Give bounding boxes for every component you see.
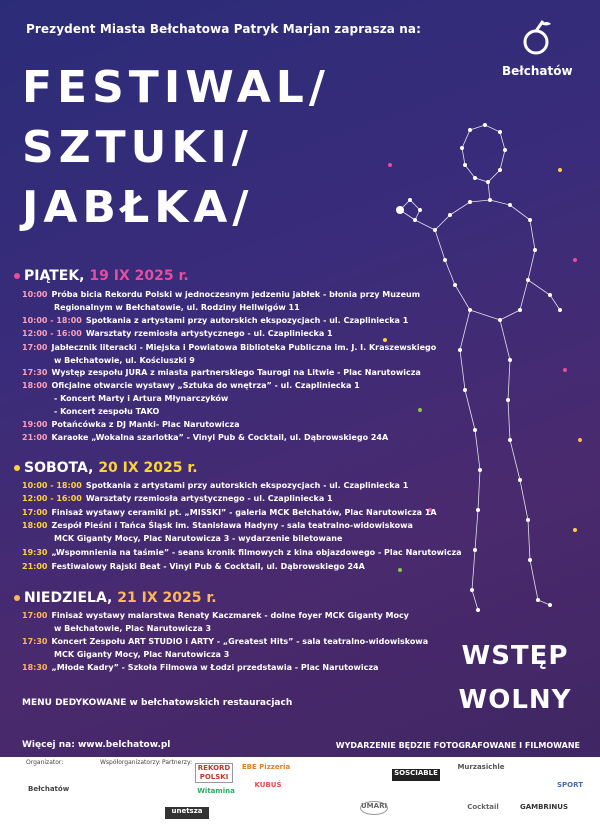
free-entry-banner: WSTĘP WOLNY — [458, 641, 572, 715]
coorganizers-label: Współorganizatorzy: — [100, 759, 161, 766]
murzasichle-logo[interactable]: Murzasichle — [457, 763, 505, 771]
gambrinus-logo[interactable]: GAMBRINUS — [519, 803, 569, 811]
title-line-3: JABŁKA/ — [22, 182, 254, 233]
friday-date: 19 IX 2025 r. — [89, 268, 189, 284]
sunday-row-2: 17:30 Koncert Zespołu ART STUDIO i ARTY - „Greatest Hits” - sala teatralno-widowiskowa MCK Giganty Mocy, Plac Narutowicza 3 — [22, 637, 429, 659]
unetsza-logo[interactable]: unetsza — [165, 807, 209, 819]
friday-row-1: 10:00 Próba bicia Rekordu Polski w jednoczesnym jedzeniu jabłek - błonia przy Muzeum Regionalnym w Bełchatowie, ul. Rodziny Hellwigów 11 — [22, 290, 421, 312]
friday-row-6: 18:00 Oficjalne otwarcie wystawy „Sztuka do wnętrza” - ul. Czapliniecka 1 - Koncert Marty i Artura Młynarczyków - Koncert zespołu TAKO — [22, 381, 360, 416]
saturday-row-3: 17:00 Finisaż wystawy ceramiki pt. „MISSKI” - galeria MCK Bełchatów, Plac Narutowicza 1A — [22, 508, 437, 517]
city-logo[interactable] — [502, 18, 572, 78]
sport-logo[interactable]: SPORT — [557, 781, 583, 789]
sunday-row-1: 17:00 Finisaż wystawy malarstwa Renaty Kaczmarek - dolne foyer MCK Giganty Mocy w Bełchatowie, Plac Narutowicza 3 — [22, 611, 409, 633]
title-line-1: FESTIWAL/ — [22, 62, 330, 113]
saturday-date: 20 IX 2025 r. — [98, 460, 198, 476]
invitation-text: Prezydent Miasta Bełchatowa Patryk Marjan zaprasza na: — [26, 22, 422, 36]
friday-row-8: 21:00 Karaoke „Wokalna szarlotka” - Vinyl Pub & Cocktail, ul. Dąbrowskiego 24A — [22, 433, 389, 442]
belchatow-footer-logo[interactable]: Bełchatów — [28, 785, 70, 793]
friday-row-7: 19:00 Potańcówka z DJ Manki- Plac Narutowicza — [22, 420, 240, 429]
witamina-logo[interactable]: Witamina — [197, 787, 235, 795]
festival-title — [22, 58, 330, 238]
cocktail-logo[interactable]: Cocktail — [467, 803, 499, 811]
saturday-row-6: 21:00 Festiwalowy Rajski Beat - Vinyl Pub & Cocktail, ul. Dąbrowskiego 24A — [22, 562, 365, 571]
kubus-logo[interactable]: KUBUŚ — [254, 781, 282, 789]
sunday-row-3: 18:30 „Młode Kadry” - Szkoła Filmowa w Łodzi przedstawia - Plac Narutowicza — [22, 663, 379, 672]
bullet-dot-icon — [14, 465, 20, 471]
ebe-pizzeria-logo[interactable]: EBE Pizzeria — [241, 763, 291, 771]
partners-label: Partnerzy: — [162, 759, 193, 766]
title-line-2: SZTUKI/ — [22, 122, 253, 173]
umari-logo[interactable]: UMARI — [360, 801, 388, 815]
apple-logo-icon — [521, 18, 553, 58]
sunday-date: 21 IX 2025 r. — [117, 590, 217, 606]
sunday-heading: NIEDZIELA, 21 IX 2025 r. — [14, 590, 217, 606]
bullet-dot-icon — [14, 273, 20, 279]
saturday-row-1: 10:00 - 18:00 Spotkania z artystami przy autorskich ekspozycjach - ul. Czapliniecka 1 — [22, 481, 409, 490]
organizer-label: Organizator: — [26, 759, 64, 766]
friday-heading: PIĄTEK, 19 IX 2025 r. — [14, 268, 189, 284]
menu-note: MENU DEDYKOWANE w bełchatowskich restauracjach — [22, 698, 293, 708]
saturday-heading: SOBOTA, 20 IX 2025 r. — [14, 460, 198, 476]
friday-row-5: 17:30 Występ zespołu JURA z miasta partnerskiego Taurogi na Litwie - Plac Narutowicza — [22, 368, 421, 377]
sponsors-footer — [0, 757, 600, 837]
bullet-dot-icon — [14, 595, 20, 601]
rekord-polski-logo[interactable]: REKORD POLSKI — [195, 763, 233, 783]
website-link[interactable]: Więcej na: www.belchatow.pl — [22, 740, 171, 750]
city-logo-label: Bełchatów — [502, 64, 573, 78]
friday-row-2: 10:00 - 18:00 Spotkania z artystami przy autorskich ekspozycjach - ul. Czapliniecka 1 — [22, 316, 409, 325]
friday-row-3: 12:00 - 16:00 Warsztaty rzemiosła artystycznego - ul. Czapliniecka 1 — [22, 329, 333, 338]
saturday-row-2: 12:00 - 16:00 Warsztaty rzemiosła artystycznego - ul. Czapliniecka 1 — [22, 494, 333, 503]
photo-notice: WYDARZENIE BĘDZIE FOTOGRAFOWANE I FILMOWANE — [335, 741, 580, 750]
friday-row-4: 17:00 Jabłecznik literacki - Miejska i Powiatowa Biblioteka Publiczna im. J. I. Kraszewskiego w Bełchatowie, ul. Kościuszki 9 — [22, 343, 437, 365]
saturday-row-4: 18:00 Zespół Pieśni i Tańca Śląsk im. Stanisława Hadyny - sala teatralno-widowiskowa MCK Giganty Mocy, Plac Narutowicza 3 - wydarzenie biletowane — [22, 521, 413, 543]
sosciable-logo[interactable]: SOSCIABLE — [392, 769, 440, 781]
saturday-row-5: 19:30 „Wspomnienia na taśmie” - seans kronik filmowych z kina objazdowego - Plac Narutowicza — [22, 548, 462, 557]
